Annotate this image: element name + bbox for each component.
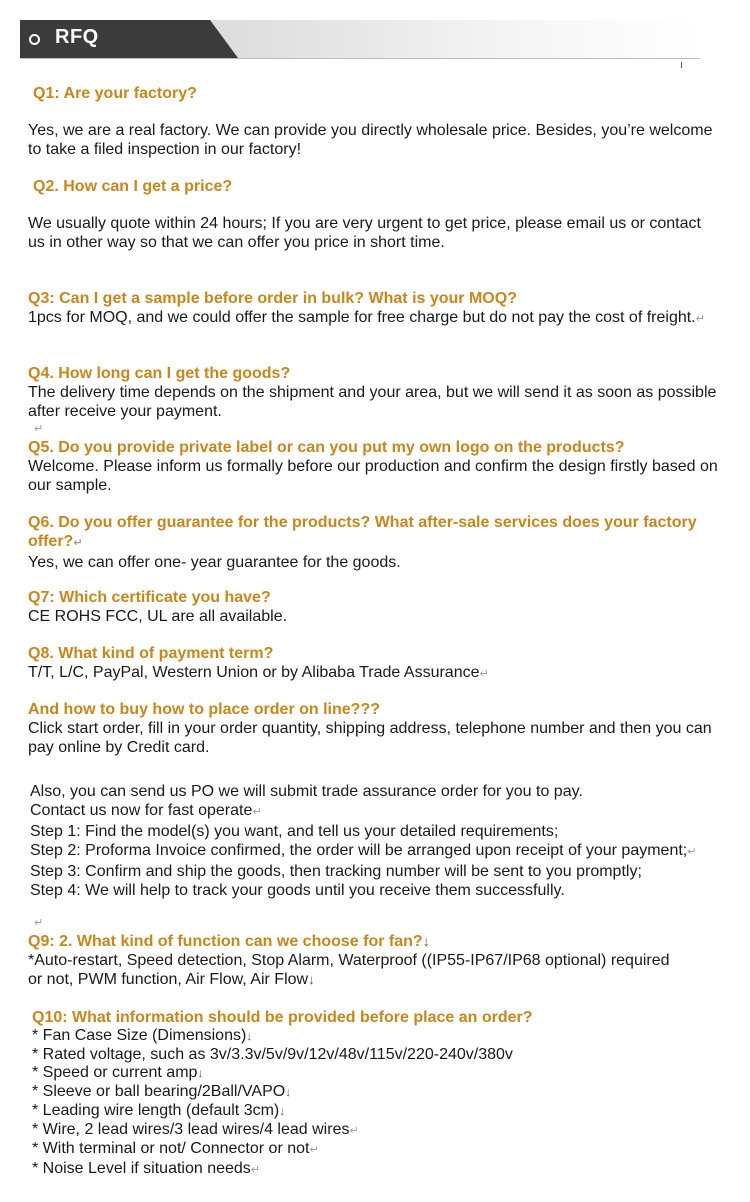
faq-item-q10 (32, 1008, 722, 1180)
question-q4: Q4. How long can I get the goods? (28, 365, 291, 382)
down-arrow-icon: ↓ (246, 1029, 253, 1043)
question-q7: Q7: Which certificate you have? (28, 589, 271, 606)
step-2: Step 2: Proforma Invoice confirmed, the order will be arranged upon receipt of your payment;↵ (30, 842, 697, 859)
return-mark: ↵ (695, 313, 705, 325)
list-item: * Leading wire length (default 3cm)↓ (32, 1101, 286, 1119)
section-title: RFQ (55, 26, 99, 48)
q10-list (32, 1027, 722, 1180)
answer-q5: Welcome. Please inform us formally before our production and confirm the design firstly based on our sample. (28, 458, 718, 494)
down-arrow-icon: ↓ (422, 933, 430, 949)
faq-item-q7 (28, 588, 718, 626)
list-item: * Rated voltage, such as 3v/3.3v/5v/9v/12v/48v/115v/220-240v/380v (32, 1045, 513, 1063)
also-line: Also, you can send us PO we will submit trade assurance order for you to pay. (30, 783, 583, 800)
header-divider (20, 58, 700, 59)
return-mark: ↵ (479, 668, 489, 680)
return-mark: ↵ (73, 537, 83, 549)
answer-q7: CE ROHS FCC, UL are all available. (28, 608, 288, 625)
faq-item-q9 (28, 932, 688, 989)
step-4: Step 4: We will help to track your goods until you receive them successfully. (30, 882, 565, 899)
list-item: * Sleeve or ball bearing/2Ball/VAPO↓ (32, 1083, 292, 1101)
answer-q4: The delivery time depends on the shipment and your area, but we will send it as soon as possible after receive your payment. (28, 384, 717, 420)
answer-q1-block (28, 121, 718, 159)
list-item: * Fan Case Size (Dimensions)↓ (32, 1027, 253, 1044)
return-mark: ↵ (34, 423, 44, 435)
question-order: And how to buy how to place order on line??? (28, 701, 380, 718)
list-item: * Speed or current amp↓ (32, 1064, 204, 1082)
answer-q2-block (28, 214, 718, 252)
answer-q6: Yes, we can offer one- year guarantee for the goods. (28, 554, 401, 571)
faq-item-q4 (28, 364, 718, 421)
answer-q8: T/T, L/C, PayPal, Western Union or by Alibaba Trade Assurance↵ (28, 664, 489, 681)
down-arrow-icon: ↓ (308, 972, 315, 987)
faq-item-order (28, 700, 718, 757)
return-mark: ↵ (687, 846, 697, 858)
list-item: * Wire, 2 lead wires/3 lead wires/4 lead wires↵ (32, 1120, 359, 1138)
down-arrow-icon: ↓ (197, 1066, 204, 1081)
question-q10: Q10: What information should be provided before place an order? (32, 1009, 533, 1026)
faq-item-q2 (33, 177, 723, 196)
list-item: * Noise Level if situation needs↵ (32, 1159, 261, 1177)
question-q2: Q2. How can I get a price? (33, 178, 233, 195)
contact-line: Contact us now for fast operate↵ (30, 802, 262, 819)
down-arrow-icon: ↓ (285, 1085, 292, 1100)
header-tick-mark (681, 62, 682, 68)
question-q8: Q8. What kind of payment term? (28, 645, 274, 662)
answer-q1: Yes, we are a real factory. We can provide you directly wholesale price. Besides, you’re welcome to take a filed inspection in our factory! (28, 122, 713, 158)
faq-item-q3 (28, 289, 718, 329)
answer-q2: We usually quote within 24 hours; If you are very urgent to get price, please email us or contact us in other way so that we can offer you price in short time. (28, 215, 701, 251)
return-mark: ↵ (250, 1163, 261, 1176)
faq-item-q8 (28, 644, 718, 684)
step-1: Step 1: Find the model(s) you want, and tell us your detailed requirements; (30, 823, 559, 840)
down-arrow-icon: ↓ (279, 1103, 286, 1118)
question-q6: Q6. Do you offer guarantee for the products? What after-sale services does your factory offer?↵ (28, 514, 697, 550)
list-item: * With terminal or not/ Connector or not↵ (32, 1140, 319, 1158)
faq-item-q6 (28, 513, 698, 572)
header-dark-tab (20, 20, 238, 58)
order-steps (30, 782, 720, 900)
return-mark: ↵ (349, 1124, 359, 1137)
faq-item-q1 (33, 84, 723, 103)
question-q9: Q9: 2. What kind of function can we choose for fan?↓ (28, 933, 430, 950)
return-mark: ↵ (34, 917, 44, 929)
circle-bullet-icon (29, 34, 40, 45)
question-q3: Q3: Can I get a sample before order in bulk? What is your MOQ? (28, 290, 517, 307)
return-mark: ↵ (252, 806, 262, 818)
rfq-header-banner (20, 20, 700, 58)
question-q1: Q1: Are your factory? (33, 85, 197, 102)
answer-order: Click start order, fill in your order quantity, shipping address, telephone number and then you can pay online by Credit card. (28, 720, 712, 756)
return-mark: ↵ (309, 1144, 319, 1157)
step-3: Step 3: Confirm and ship the goods, then tracking number will be sent to you promptly; (30, 863, 642, 880)
answer-q3: 1pcs for MOQ, and we could offer the sample for free charge but do not pay the cost of freight.↵ (28, 309, 705, 326)
answer-q9: *Auto-restart, Speed detection, Stop Alarm, Waterproof ((IP55-IP67/IP68 optional) required or not, PWM function, Air Flow, Air Flow↓ (28, 952, 670, 988)
question-q5: Q5. Do you provide private label or can you put my own logo on the products? (28, 439, 625, 456)
faq-item-q5 (28, 438, 718, 495)
